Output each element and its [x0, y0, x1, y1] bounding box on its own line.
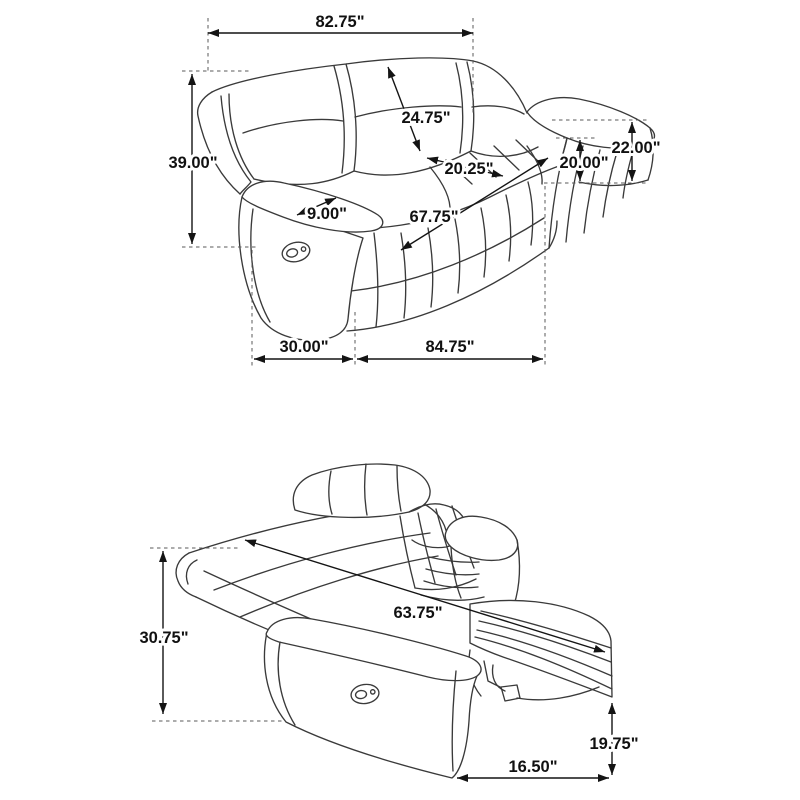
dimension-label: 63.75" — [393, 604, 443, 622]
dimension-label: 16.50" — [508, 758, 558, 776]
lumbar-crease-1 — [243, 120, 343, 134]
left-wing-seam — [229, 94, 254, 179]
dimension-label: 84.75" — [425, 338, 475, 356]
lumbar-crease-3 — [472, 106, 524, 114]
dim-overall-width — [208, 13, 473, 33]
dimension-label: 20.00" — [559, 154, 609, 172]
dim-overall-height — [168, 74, 217, 244]
dim-footrest-depth — [457, 758, 609, 778]
mechanism-support-bar — [517, 687, 599, 700]
reclined-back-sweep-1 — [214, 533, 430, 590]
skirt-channel-6 — [506, 195, 511, 261]
dimension-label: 20.25" — [444, 160, 494, 178]
dimension-label: 82.75" — [315, 13, 365, 31]
dimension-label: 30.00" — [279, 338, 329, 356]
back-top-edge — [212, 58, 527, 113]
dim-seat-depth — [427, 158, 503, 178]
right-arm — [527, 98, 654, 248]
dimension-label: 22.00" — [611, 139, 661, 157]
reclined-right-arm-pad — [445, 516, 517, 560]
reclined-seat-channel-2 — [426, 569, 479, 575]
dimension-label: 67.75" — [409, 208, 459, 226]
dim-reclined-back-height — [139, 551, 188, 714]
dimension-label: 24.75" — [401, 109, 451, 127]
skirt-channel-1 — [374, 233, 378, 327]
backrest-channel-1 — [400, 516, 415, 588]
seat-channel-4 — [516, 140, 540, 163]
reclined-right-arm-inner — [451, 547, 461, 598]
dim-footrest-height — [589, 703, 638, 775]
skirt-channel-3 — [428, 228, 433, 307]
seat-channel-3 — [494, 146, 519, 170]
dimension-label: 30.75" — [139, 629, 189, 647]
dimension-label: 9.00" — [307, 205, 347, 223]
skirt-channel-4 — [455, 219, 460, 293]
skirt-channel-2 — [401, 233, 406, 318]
dimension-label: 19.75" — [589, 735, 639, 753]
dimensions-upright — [168, 13, 660, 359]
back-divider-2b — [456, 63, 463, 153]
dim-side-depth — [254, 338, 353, 359]
dim-front-width — [357, 338, 543, 359]
skirt-channel-7 — [528, 182, 533, 245]
reclined-left-arm — [264, 618, 481, 778]
skirt-mid-band — [351, 218, 544, 291]
dimension-label: 39.00" — [168, 154, 218, 172]
headrest-pad — [293, 464, 430, 517]
reclined-back-cap-inner — [186, 560, 197, 584]
left-wing-outer — [198, 92, 240, 194]
sofa-upright-drawing — [198, 58, 655, 340]
skirt-channel-5 — [481, 208, 486, 277]
front-skirt — [347, 182, 557, 331]
